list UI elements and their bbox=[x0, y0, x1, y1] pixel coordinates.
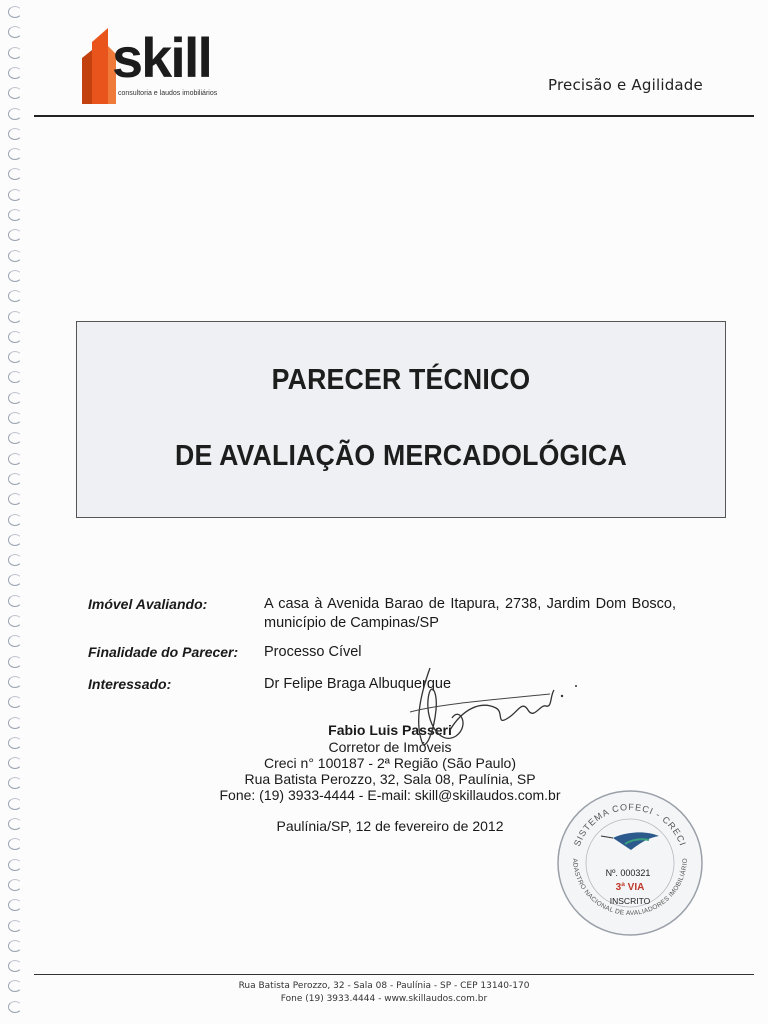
binding-hole bbox=[8, 574, 22, 586]
binding-hole bbox=[8, 920, 22, 932]
binding-hole bbox=[8, 737, 22, 749]
logo-wordmark: skill bbox=[112, 26, 211, 89]
binding-hole bbox=[8, 148, 22, 160]
binding-hole bbox=[8, 940, 22, 952]
binding-hole bbox=[8, 899, 22, 911]
binding-hole bbox=[8, 717, 22, 729]
binding-hole bbox=[8, 635, 22, 647]
header-divider bbox=[34, 115, 754, 117]
place-date: Paulínia/SP, 12 de fevereiro de 2012 bbox=[276, 818, 504, 834]
binding-hole bbox=[8, 26, 22, 38]
binding-hole bbox=[8, 534, 22, 546]
binding-hole bbox=[8, 87, 22, 99]
interessado-label: Interessado: bbox=[88, 676, 172, 692]
title-line-2: DE AVALIAÇÃO MERCADOLÓGICA bbox=[175, 440, 627, 472]
binding-hole bbox=[8, 229, 22, 241]
binding-hole bbox=[8, 818, 22, 830]
binding-hole bbox=[8, 432, 22, 444]
binding-hole bbox=[8, 554, 22, 566]
finalidade-value: Processo Cível bbox=[264, 644, 362, 660]
title-box bbox=[76, 321, 726, 518]
slogan: Precisão e Agilidade bbox=[548, 76, 703, 94]
spiral-binding bbox=[8, 0, 32, 1024]
binding-hole bbox=[8, 514, 22, 526]
signatory-role: Corretor de Imóveis bbox=[328, 739, 452, 755]
footer-divider bbox=[34, 974, 754, 975]
binding-hole bbox=[8, 67, 22, 79]
binding-hole bbox=[8, 250, 22, 262]
logo-tagline: consultoria e laudos imobiliários bbox=[118, 90, 218, 97]
svg-text:INSCRITO: INSCRITO bbox=[609, 896, 651, 906]
cofeci-creci-stamp bbox=[555, 788, 705, 938]
svg-text:SISTEMA COFECI - CRECI: SISTEMA COFECI - CRECI bbox=[571, 801, 689, 848]
binding-hole bbox=[8, 412, 22, 424]
binding-hole bbox=[8, 6, 22, 18]
binding-hole bbox=[8, 798, 22, 810]
binding-hole bbox=[8, 168, 22, 180]
binding-hole bbox=[8, 777, 22, 789]
svg-text:Nº. 000321: Nº. 000321 bbox=[605, 868, 651, 878]
signatory-contact: Fone: (19) 3933-4444 - E-mail: skill@skillaudos.com.br bbox=[219, 787, 561, 803]
binding-hole bbox=[8, 311, 22, 323]
title-line-1: PARECER TÉCNICO bbox=[271, 364, 531, 396]
binding-hole bbox=[8, 331, 22, 343]
binding-hole bbox=[8, 960, 22, 972]
imovel-value: A casa à Avenida Barao de Itapura, 2738, Jardim Dom Bosco, município de Campinas/SP bbox=[264, 596, 676, 631]
footer-contact: Fone (19) 3933.4444 - www.skillaudos.com.br bbox=[280, 994, 488, 1004]
binding-hole bbox=[8, 371, 22, 383]
binding-hole bbox=[8, 290, 22, 302]
binding-hole bbox=[8, 128, 22, 140]
binding-hole bbox=[8, 656, 22, 668]
interessado-value: Dr Felipe Braga Albuquerque bbox=[264, 676, 452, 692]
imovel-label: Imóvel Avaliando: bbox=[88, 596, 208, 612]
signatory-creci: Creci n° 100187 - 2ª Região (São Paulo) bbox=[263, 755, 517, 771]
binding-hole bbox=[8, 757, 22, 769]
binding-hole bbox=[8, 453, 22, 465]
binding-hole bbox=[8, 47, 22, 59]
binding-hole bbox=[8, 595, 22, 607]
signatory-address: Rua Batista Perozzo, 32, Sala 08, Paulínia, SP bbox=[244, 771, 536, 787]
handwritten-signature bbox=[400, 660, 590, 760]
binding-hole bbox=[8, 392, 22, 404]
finalidade-label: Finalidade do Parecer: bbox=[88, 644, 239, 660]
svg-text:3ª VIA: 3ª VIA bbox=[615, 882, 645, 893]
binding-hole bbox=[8, 209, 22, 221]
binding-hole bbox=[8, 696, 22, 708]
binding-hole bbox=[8, 351, 22, 363]
binding-hole bbox=[8, 676, 22, 688]
binding-hole bbox=[8, 189, 22, 201]
binding-hole bbox=[8, 859, 22, 871]
binding-hole bbox=[8, 615, 22, 627]
binding-hole bbox=[8, 108, 22, 120]
binding-hole bbox=[8, 838, 22, 850]
binding-hole bbox=[8, 493, 22, 505]
skill-logo bbox=[78, 24, 238, 106]
binding-hole bbox=[8, 473, 22, 485]
binding-hole bbox=[8, 270, 22, 282]
signatory-name: Fabio Luis Passeri bbox=[328, 722, 452, 738]
footer-address: Rua Batista Perozzo, 32 - Sala 08 - Paulínia - SP - CEP 13140-170 bbox=[238, 981, 530, 991]
svg-text:CADASTRO NACIONAL DE AVALIADOR: ADASTRO NACIONAL DE AVALIADORES IMOBILIÁRIO bbox=[570, 857, 690, 918]
binding-hole bbox=[8, 879, 22, 891]
